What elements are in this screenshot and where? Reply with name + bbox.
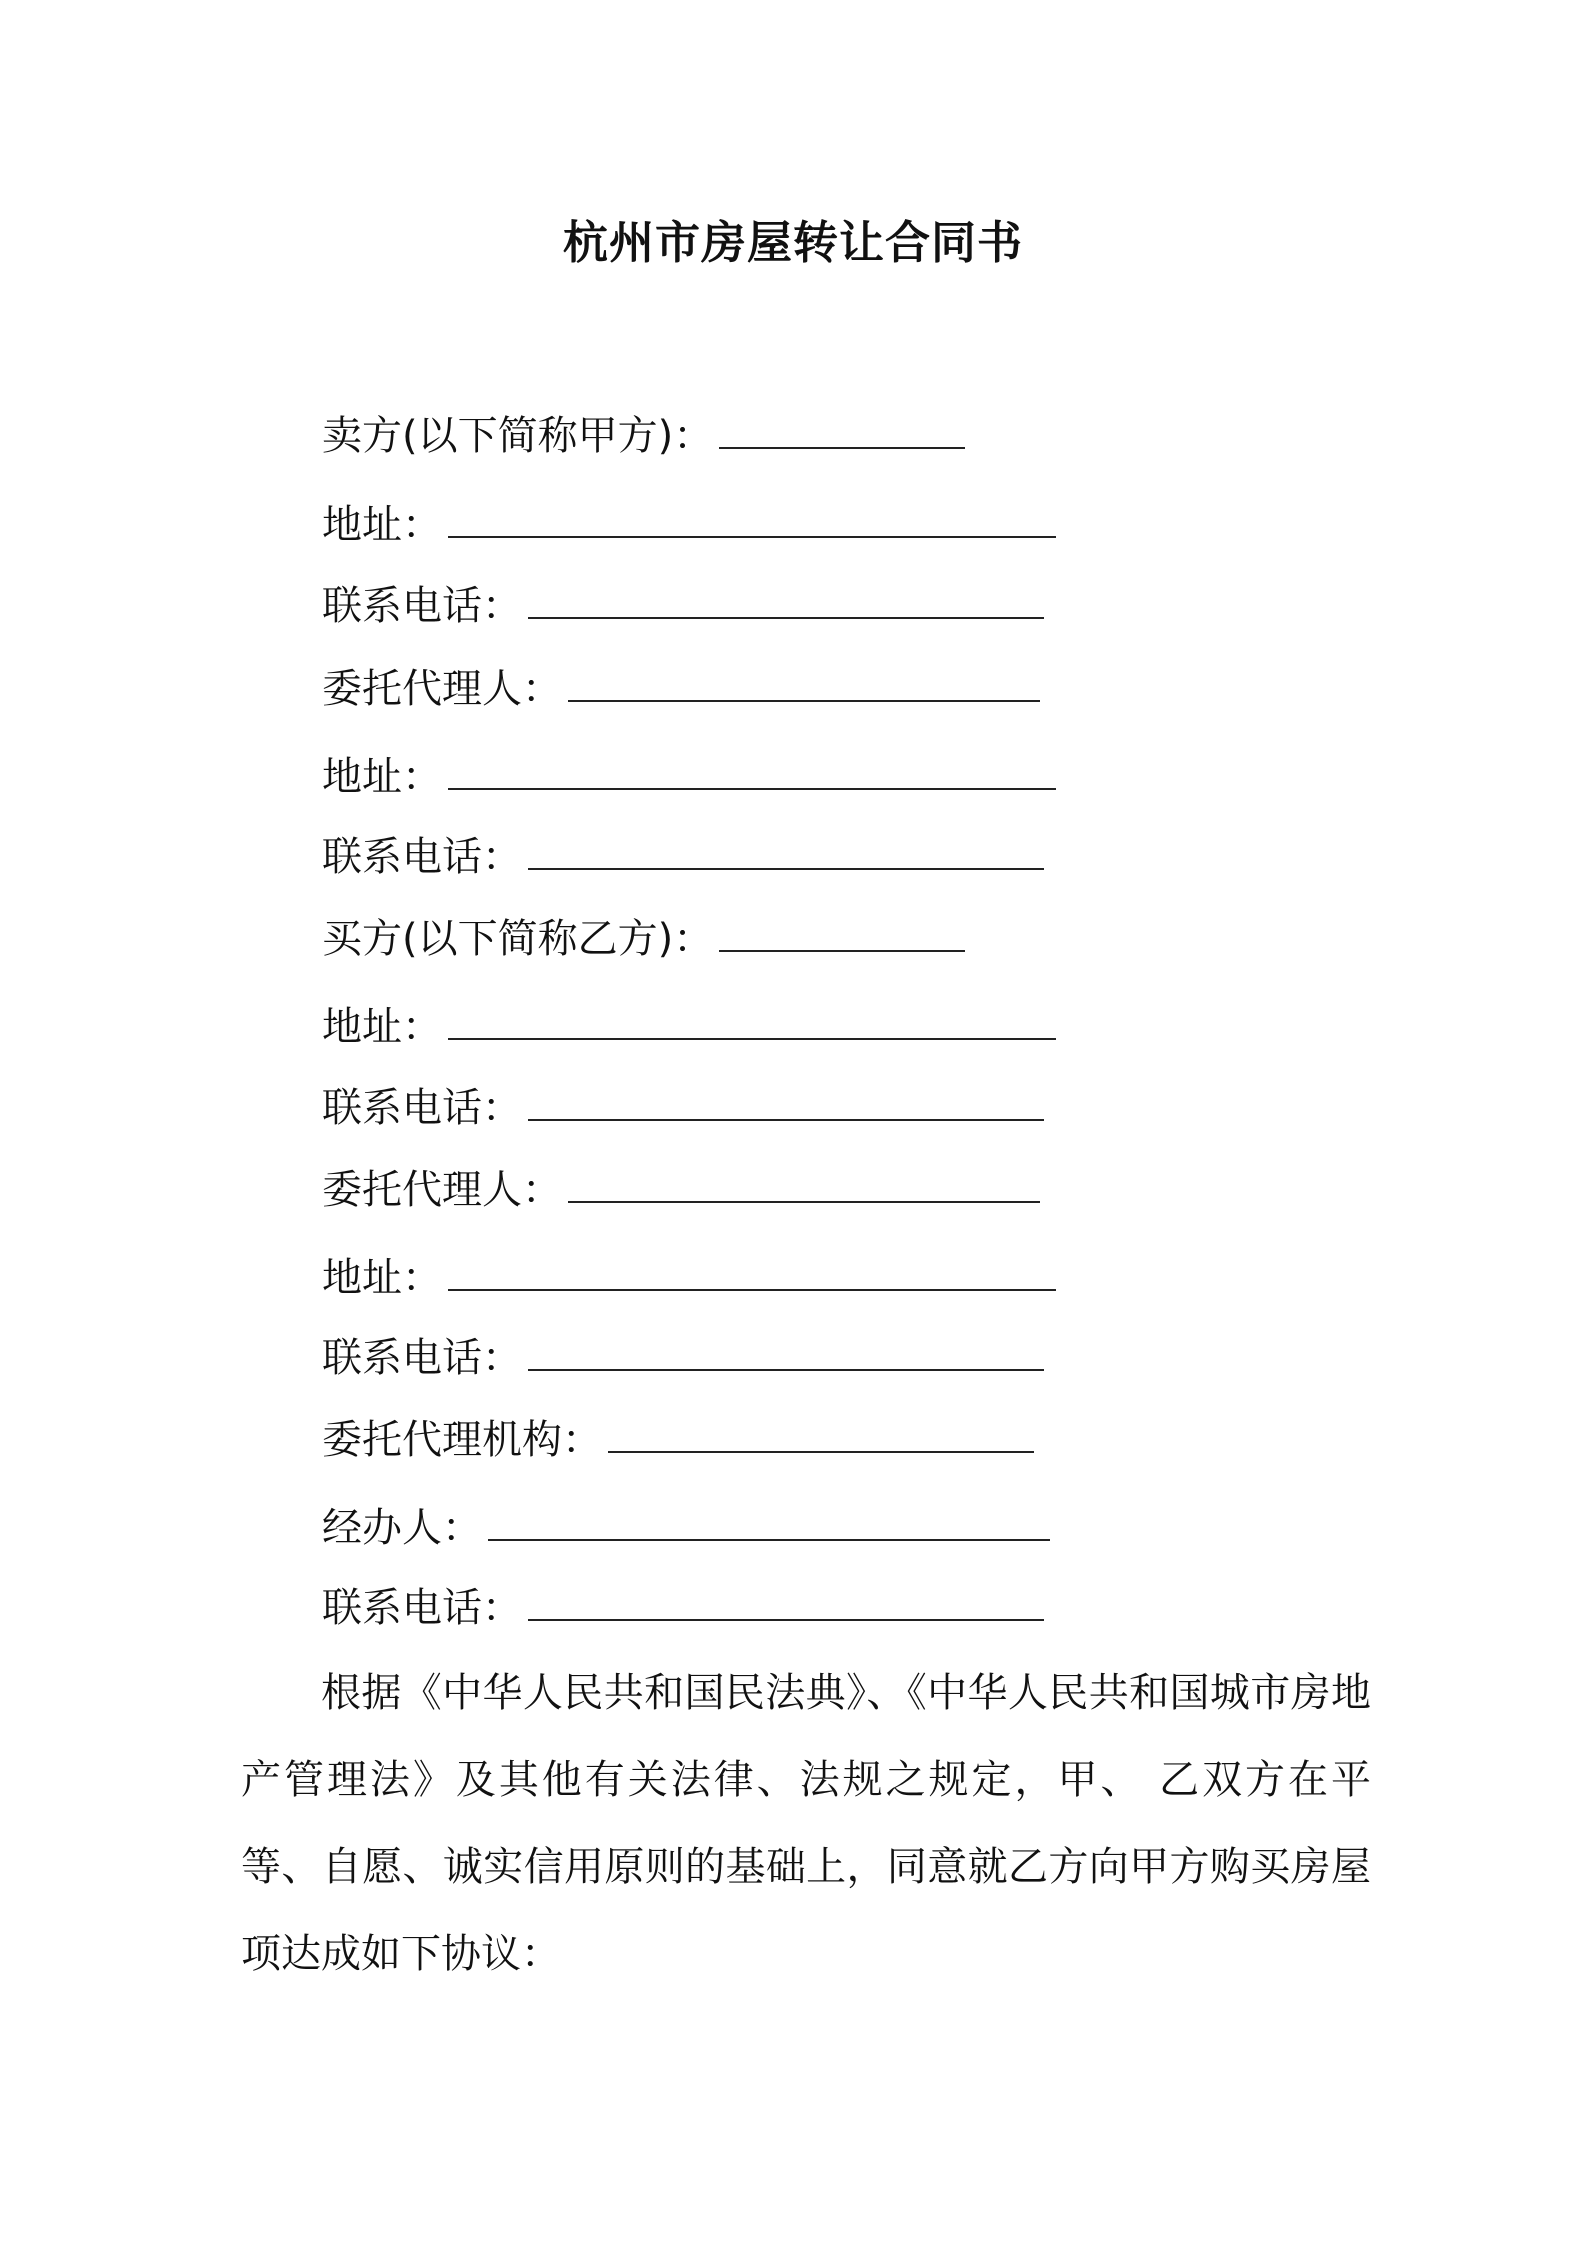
field-label: 地址： [322, 754, 442, 800]
buyer-phone-field [322, 1080, 1044, 1136]
seller-agent-field [322, 661, 1040, 717]
field-label: 经办人： [322, 1505, 482, 1551]
field-label: 委托代理人： [322, 1167, 562, 1213]
seller-agent-phone-field [322, 829, 1044, 885]
agency-field [322, 1412, 1034, 1468]
field-label: 地址： [322, 1004, 442, 1050]
field-label: 联系电话： [322, 1085, 522, 1131]
seller-phone-field [322, 578, 1044, 634]
field-label: 地址： [322, 502, 442, 548]
blank-line[interactable] [448, 782, 1056, 790]
blank-line[interactable] [528, 1113, 1044, 1121]
blank-line[interactable] [528, 1363, 1044, 1371]
blank-line[interactable] [528, 611, 1044, 619]
field-label: 联系电话： [322, 1585, 522, 1631]
blank-line[interactable] [608, 1445, 1034, 1453]
seller-address-field [322, 497, 1056, 553]
blank-line[interactable] [719, 944, 965, 952]
preamble-paragraph: 根据《中华人民共和国民法典》、《中华人民共和国城市房地产管理法》及其他有关法律、法规之规定，甲、 乙双方在平等、自愿、诚实信用原则的基础上，同意就乙方向甲方购买房屋项达成如下协议： [241, 1670, 1371, 1977]
blank-line[interactable] [568, 694, 1040, 702]
seller-agent-address-field [322, 749, 1056, 805]
seller-field [322, 408, 965, 464]
blank-line[interactable] [719, 441, 965, 449]
field-label: 地址： [322, 1255, 442, 1301]
field-label: 联系电话： [322, 583, 522, 629]
field-label: 联系电话： [322, 834, 522, 880]
buyer-agent-field [322, 1162, 1040, 1218]
field-label: 买方(以下简称乙方)： [322, 916, 714, 962]
buyer-agent-phone-field [322, 1330, 1044, 1386]
blank-line[interactable] [488, 1533, 1050, 1541]
field-label: 委托代理机构： [322, 1417, 602, 1463]
blank-line[interactable] [568, 1195, 1040, 1203]
blank-line[interactable] [528, 862, 1044, 870]
field-label: 委托代理人： [322, 666, 562, 712]
buyer-address-field [322, 999, 1056, 1055]
field-label: 卖方(以下简称甲方)： [322, 413, 714, 459]
handler-phone-field [322, 1580, 1044, 1636]
handler-field [322, 1500, 1050, 1556]
blank-line[interactable] [528, 1613, 1044, 1621]
document-title: 杭州市房屋转让合同书 [562, 216, 1023, 269]
field-label: 联系电话： [322, 1335, 522, 1381]
buyer-field [322, 911, 965, 967]
buyer-agent-address-field [322, 1250, 1056, 1306]
blank-line[interactable] [448, 530, 1056, 538]
blank-line[interactable] [448, 1032, 1056, 1040]
blank-line[interactable] [448, 1283, 1056, 1291]
